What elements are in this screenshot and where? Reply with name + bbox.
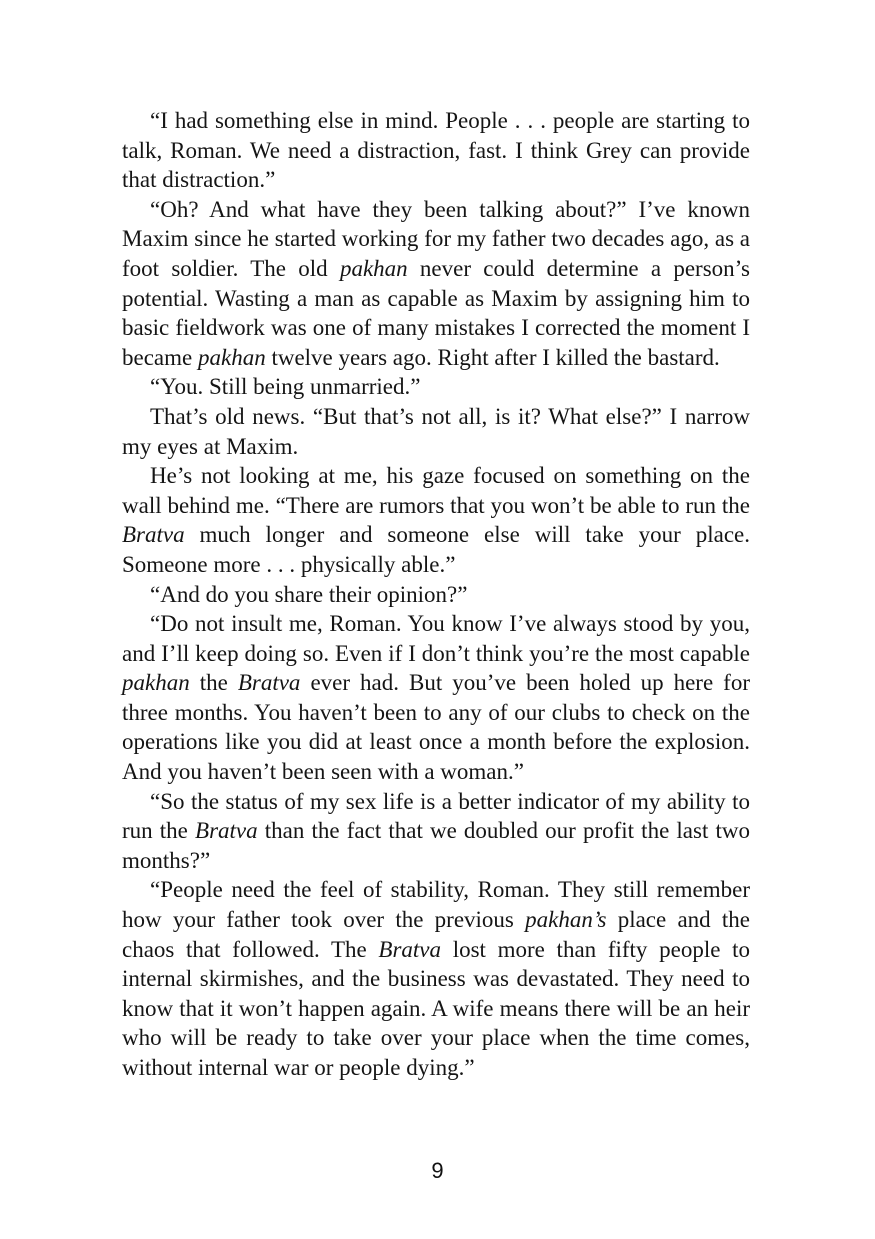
text-segment: “I had something else in mind. People . . . people are starting to talk, Roman. We need a distraction, fast. I think Grey can provide that distraction.”: [122, 108, 750, 193]
italic-text-segment: pakhan: [197, 344, 266, 370]
text-segment: place and the chaos that followed. The: [122, 907, 750, 962]
paragraph: [122, 195, 750, 373]
text-segment: the: [189, 670, 238, 696]
text-segment: “People need the feel of stability, Roman. They still remember how your father took over the previous: [122, 877, 750, 933]
paragraph: [122, 106, 750, 195]
italic-text-segment: Bratva: [378, 936, 442, 962]
text-segment: “So the status of my sex life is a better indicator of my ability to run the: [122, 788, 750, 844]
text-segment: He’s not looking at me, his gaze focused on something on the wall behind me. “There are rumors that you won’t be able to run the: [122, 463, 750, 518]
page-number: 9: [431, 1158, 444, 1183]
italic-text-segment: Bratva: [195, 818, 258, 844]
text-segment: “Do not insult me, Roman. You know I’ve always stood by you, and I’ll keep doing so. Even if I don’t think you’re the most capable: [122, 611, 750, 666]
text-segment: “And do you share their opinion?”: [150, 581, 468, 607]
italic-text-segment: Bratva: [122, 522, 185, 548]
text-segment: twelve years ago. Right after I killed the bastard.: [265, 344, 720, 370]
text-segment: never could determine a person’s potential. Wasting a man as capable as Maxim by assigning him to basic fieldwork was one of many mistakes I corrected the moment I became: [122, 255, 750, 370]
text-segment: ever had. But you’ve been holed up here for three months. You haven’t been to any of our clubs to check on the operations like you did at least once a month before the explosion. And you haven’t been seen with a woman.”: [122, 670, 750, 785]
paragraph: [122, 580, 750, 610]
paragraph: [122, 875, 750, 1082]
text-segment: “You. Still being unmarried.”: [150, 374, 421, 400]
paragraph: [122, 787, 750, 876]
italic-text-segment: Bratva: [237, 670, 301, 696]
paragraph: [122, 372, 750, 402]
text-segment: That’s old news. “But that’s not all, is it? What else?” I narrow my eyes at Maxim.: [122, 403, 750, 459]
text-segment: “Oh? And what have they been talking about?” I’ve known Maxim since he started working for my father two decades ago, as a foot soldier. The old: [122, 196, 750, 281]
italic-text-segment: pakhan: [339, 255, 408, 281]
text-segment: than the fact that we doubled our profit the last two months?”: [122, 818, 750, 873]
paragraph: [122, 461, 750, 579]
paragraph: [122, 402, 750, 461]
text-segment: much longer and someone else will take your place. Someone more . . . physically able.”: [122, 522, 750, 577]
page-text: [122, 106, 750, 1083]
text-segment: lost more than fifty people to internal skirmishes, and the business was devastated. They need to know that it won’t happen again. A wife means there will be an heir who will be ready to take over your place when the time comes, without internal war or people dying.”: [122, 936, 750, 1080]
paragraph: [122, 609, 750, 787]
italic-text-segment: pakhan: [122, 670, 190, 696]
italic-text-segment: pakhan’s: [525, 907, 607, 933]
